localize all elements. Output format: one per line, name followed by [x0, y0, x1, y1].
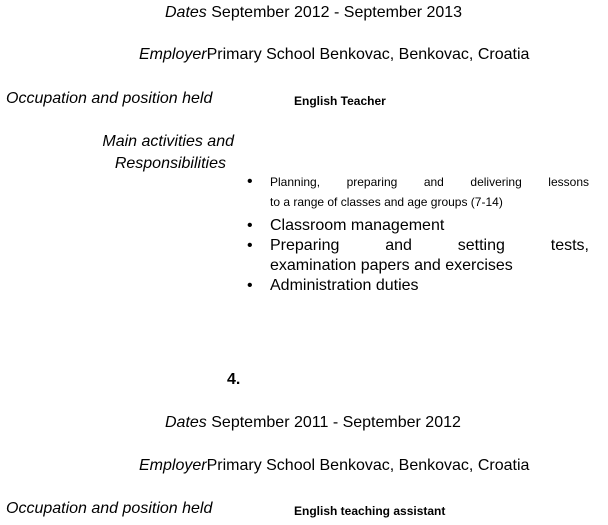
dates-label: Dates — [165, 4, 207, 21]
list-item — [247, 216, 589, 236]
activities-label — [78, 131, 234, 175]
dates-row — [165, 3, 462, 23]
section-number: 4. — [227, 371, 241, 388]
dates-value: September 2011 - September 2012 — [211, 414, 461, 431]
occupation-label: Occupation and position held — [6, 90, 213, 107]
dates-row — [165, 413, 461, 433]
list-item — [247, 236, 589, 276]
occupation-value: English teaching assistant — [294, 504, 446, 518]
list-item-word: tests, — [550, 237, 589, 254]
dates-label: Dates — [165, 414, 207, 431]
employer-value: Primary School Benkovac, Benkovac, Croatia — [206, 46, 530, 63]
list-item — [247, 172, 589, 212]
dates-value: September 2012 - September 2013 — [211, 4, 463, 21]
employer-row — [139, 45, 529, 65]
employer-value: Primary School Benkovac, Benkovac, Croatia — [206, 457, 530, 474]
activities-label-line1: Main activities and — [102, 133, 234, 150]
list-item-text: Administration duties — [270, 277, 419, 294]
list-item-word: and — [385, 237, 412, 254]
list-item-word: setting — [457, 237, 505, 254]
list-item-line1: • Planning, preparing and delivering lessons — [270, 175, 589, 189]
occupation-row — [6, 89, 386, 109]
list-item-line2: to a range of classes and age groups (7-14) — [270, 195, 503, 209]
activities-list — [247, 172, 589, 296]
employer-label: Employer — [139, 46, 207, 63]
list-item-line2: examination papers and exercises — [270, 257, 513, 274]
list-item — [247, 276, 589, 296]
list-item-word: • Preparing — [270, 237, 340, 254]
list-item-text: Classroom management — [270, 217, 445, 234]
list-item-line1 — [270, 236, 589, 256]
occupation-value: English Teacher — [294, 94, 386, 108]
activities-label-line2: Responsibilities — [114, 155, 226, 172]
employer-label: Employer — [139, 457, 207, 474]
occupation-row — [6, 499, 446, 519]
occupation-label: Occupation and position held — [6, 500, 213, 517]
employer-row — [139, 456, 529, 476]
